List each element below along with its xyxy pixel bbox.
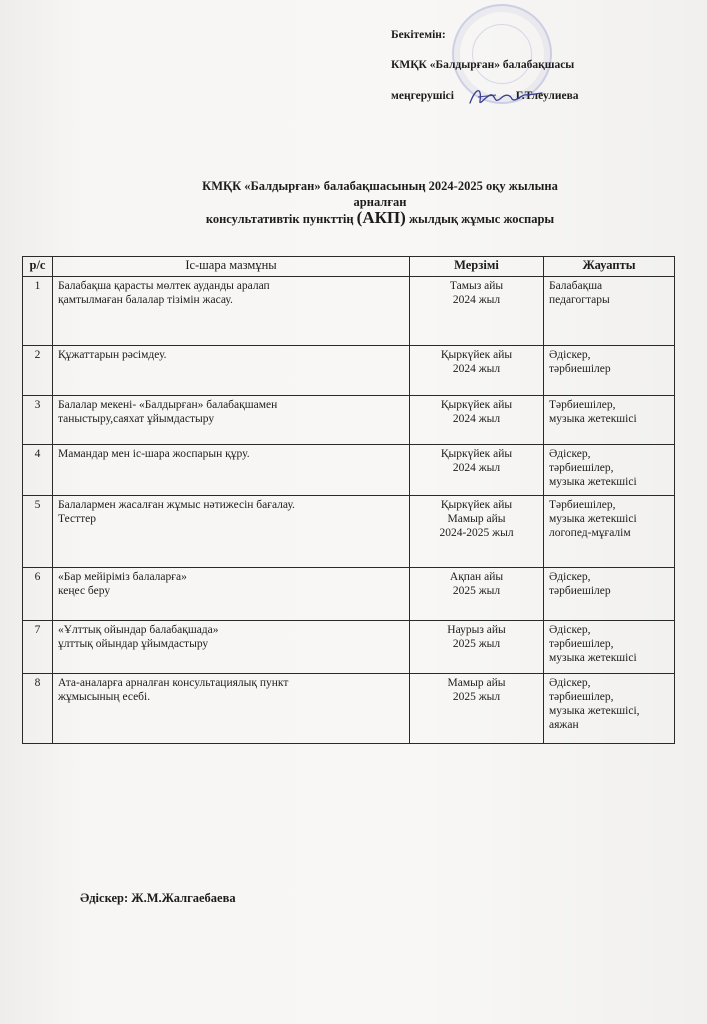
title-line-2: арналған	[353, 195, 407, 209]
title-abbreviation: (АКП)	[356, 208, 406, 227]
table-row	[23, 674, 675, 744]
row-term: Мамыр айы 2025 жыл	[410, 674, 544, 744]
row-responsible: Тәрбиешілер, музыка жетекшісі логопед-мұғалім	[544, 496, 675, 568]
title-line-1: КМҚК «Балдырған» балабақшасының 2024-2025 оқу жылына	[202, 179, 558, 193]
row-responsible: Әдіскер, тәрбиешілер, музыка жетекшісі, аяжан	[544, 674, 675, 744]
table-row	[23, 277, 675, 346]
row-term: Ақпан айы 2025 жыл	[410, 568, 544, 621]
row-task: Балабақша қарасты мөлтек ауданды аралап қамтылмаған балалар тізімін жасау.	[53, 277, 410, 346]
row-responsible: Әдіскер, тәрбиешілер, музыка жетекшісі	[544, 621, 675, 674]
row-responsible: Балабақша педагогтары	[544, 277, 675, 346]
row-number: 5	[23, 496, 53, 568]
table-row	[23, 568, 675, 621]
header-term: Мерзімі	[410, 257, 544, 277]
row-term: Қыркүйек айы Мамыр айы 2024-2025 жыл	[410, 496, 544, 568]
title-line-3	[100, 210, 660, 227]
work-plan-table	[22, 256, 675, 744]
header-number: р/с	[23, 257, 53, 277]
title-line-3-start: консультативтік пункттің	[205, 212, 357, 226]
row-term: Қыркүйек айы 2024 жыл	[410, 346, 544, 396]
row-responsible: Әдіскер, тәрбиешілер	[544, 568, 675, 621]
row-task: «Ұлттық ойындар балабақшада» ұлттық ойындар ұйымдастыру	[53, 621, 410, 674]
approval-organization: КМҚК «Балдырған» балабақшасы	[391, 59, 575, 71]
table-row	[23, 445, 675, 496]
row-number: 8	[23, 674, 53, 744]
approval-position: меңгерушісі	[391, 90, 454, 102]
header-task: Іс-шара мазмұны	[53, 257, 410, 277]
row-task: Ата-аналарға арналған консультациялық пункт жұмысының есебі.	[53, 674, 410, 744]
row-number: 1	[23, 277, 53, 346]
table-row	[23, 396, 675, 445]
methodist-signature-line: Әдіскер: Ж.М.Жалгаебаева	[80, 891, 236, 905]
approval-heading: Бекітемін:	[391, 29, 446, 41]
row-number: 2	[23, 346, 53, 396]
table-row	[23, 346, 675, 396]
table-row	[23, 496, 675, 568]
title-line-3-end: жылдық жұмыс жоспары	[405, 212, 555, 226]
row-responsible: Әдіскер, тәрбиешілер, музыка жетекшісі	[544, 445, 675, 496]
row-number: 6	[23, 568, 53, 621]
row-responsible: Тәрбиешілер, музыка жетекшісі	[544, 396, 675, 445]
row-responsible: Әдіскер, тәрбиешілер	[544, 346, 675, 396]
row-task: Балалармен жасалған жұмыс нәтижесін бағалау. Тесттер	[53, 496, 410, 568]
approval-name: Г.Тлеулиева	[515, 90, 579, 102]
row-term: Наурыз айы 2025 жыл	[410, 621, 544, 674]
row-term: Тамыз айы 2024 жыл	[410, 277, 544, 346]
row-task: «Бар мейіріміз балаларға» кеңес беру	[53, 568, 410, 621]
table-header-row	[23, 257, 675, 277]
row-term: Қыркүйек айы 2024 жыл	[410, 445, 544, 496]
row-number: 7	[23, 621, 53, 674]
row-task: Мамандар мен іс-шара жоспарын құру.	[53, 445, 410, 496]
row-number: 4	[23, 445, 53, 496]
row-number: 3	[23, 396, 53, 445]
handwritten-signature	[466, 83, 546, 109]
document-title	[100, 178, 660, 227]
table-row	[23, 621, 675, 674]
row-task: Балалар мекені- «Балдырған» балабақшамен таныстыру,саяхат ұйымдастыру	[53, 396, 410, 445]
header-responsible: Жауапты	[544, 257, 675, 277]
row-task: Құжаттарын рәсімдеу.	[53, 346, 410, 396]
row-term: Қыркүйек айы 2024 жыл	[410, 396, 544, 445]
